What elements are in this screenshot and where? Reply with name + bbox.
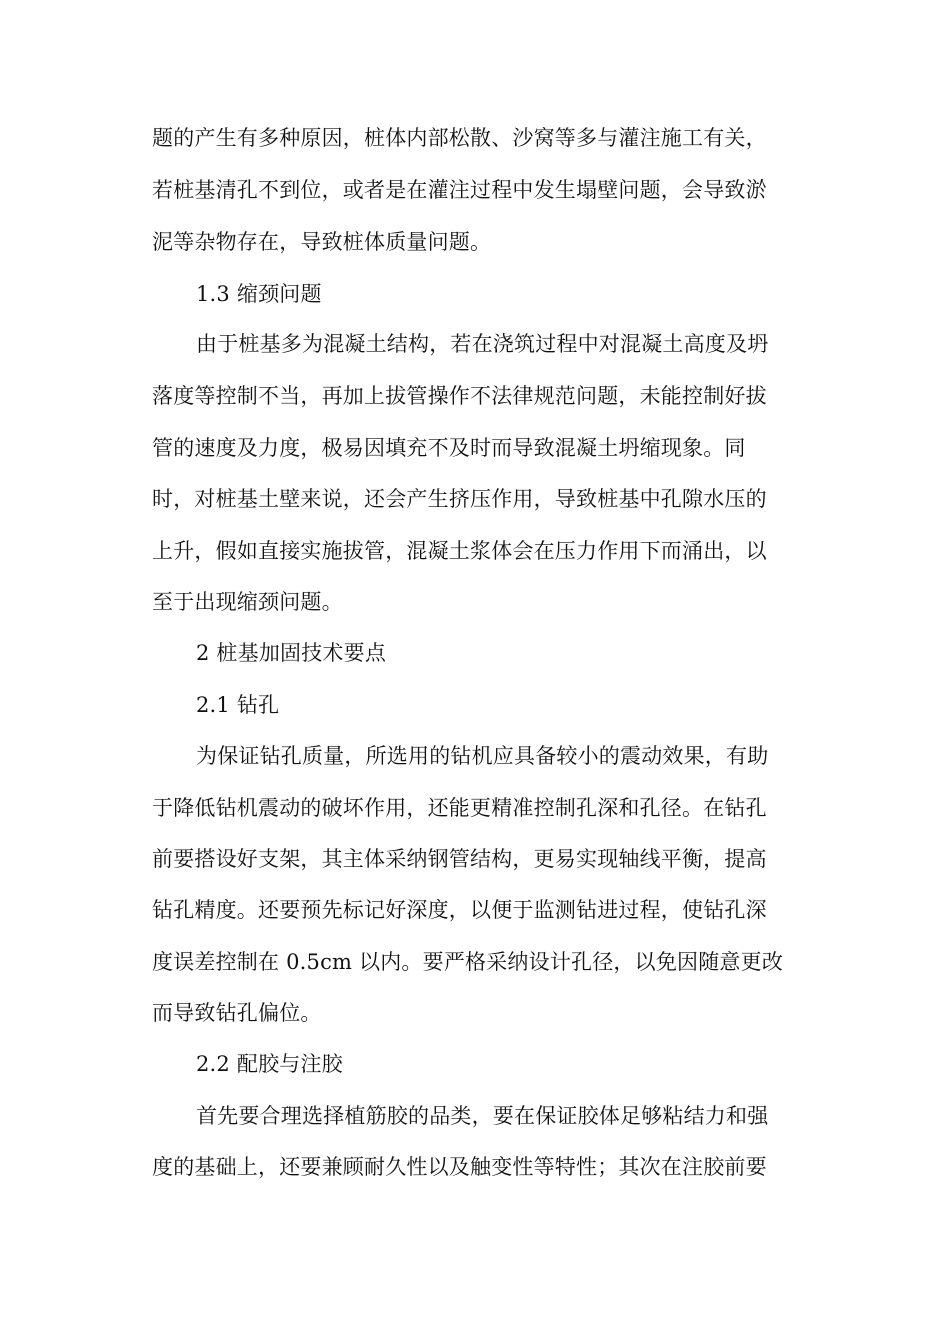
- body-text-line: 落度等控制不当，再加上拔管操作不法律规范问题，未能控制好拔: [152, 384, 767, 408]
- body-text-line: 度的基础上，还要兼顾耐久性以及触变性等特性；其次在注胶前要: [152, 1155, 767, 1179]
- body-text-line: 泥等杂物存在，导致桩体质量问题。: [152, 230, 492, 254]
- body-text-line: 而导致钻孔偏位。: [152, 1001, 322, 1025]
- body-text-line: 上升，假如直接实施拔管，混凝土浆体会在压力作用下而涌出，以: [152, 539, 767, 563]
- body-text-line: 时，对桩基土壁来说，还会产生挤压作用，导致桩基中孔隙水压的: [152, 487, 767, 511]
- body-text-line: 若桩基清孔不到位，或者是在灌注过程中发生塌壁问题，会导致淤: [152, 178, 767, 202]
- body-text-line: 至于出现缩颈问题。: [152, 590, 343, 614]
- subsection-heading: 2.2 配胶与注胶: [196, 1052, 343, 1076]
- body-text-line: 钻孔精度。还要预先标记好深度，以便于监测钻进过程，使钻孔深: [152, 898, 767, 922]
- body-text-line: 题的产生有多种原因，桩体内部松散、沙窝等多与灌注施工有关，: [152, 126, 767, 150]
- body-text-line: 管的速度及力度，极易因填充不及时而导致混凝土坍缩现象。同: [152, 436, 746, 460]
- section-heading: 1.3 缩颈问题: [196, 282, 322, 306]
- paragraph-first-line: 由于桩基多为混凝土结构，若在浇筑过程中对混凝土高度及坍: [196, 332, 769, 356]
- paragraph-first-line: 为保证钻孔质量，所选用的钻机应具备较小的震动效果，有助: [196, 744, 769, 768]
- section-heading: 2 桩基加固技术要点: [196, 641, 387, 665]
- body-text-line: 度误差控制在 0.5cm 以内。要严格采纳设计孔径，以免因随意更改: [152, 950, 784, 974]
- body-text-line: 于降低钻机震动的破坏作用，还能更精准控制孔深和孔径。在钻孔: [152, 796, 767, 820]
- body-text-line: 前要搭设好支架，其主体采纳钢管结构，更易实现轴线平衡，提高: [152, 847, 767, 871]
- subsection-heading: 2.1 钻孔: [196, 693, 280, 717]
- paragraph-first-line: 首先要合理选择植筋胶的品类，要在保证胶体足够粘结力和强: [196, 1104, 769, 1128]
